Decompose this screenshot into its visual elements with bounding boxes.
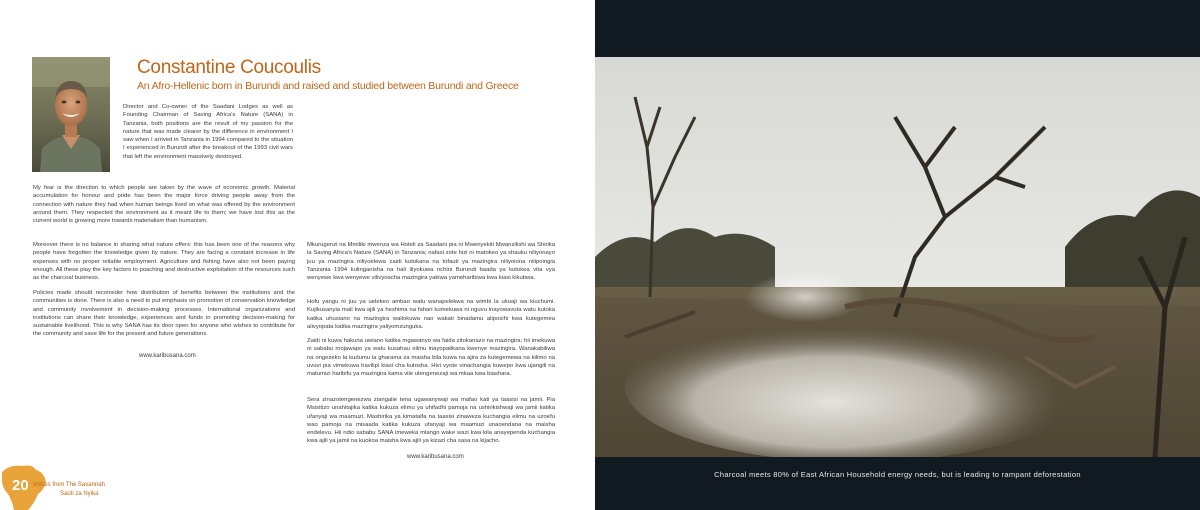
footer-subtitle: Sauti za Nyika xyxy=(60,491,99,497)
page-number: 20 xyxy=(12,477,29,494)
english-paragraph-3: Policies made should reconsider how distribution of benefits between the institutions and the communities is done. There is also a need to put emphasis on promotion of conservation knowledge and community involvement in decision-making processes. International organizations and institutions can share their knowledge, experiences and funds in promoting decision-making for sustainable livelihood. This is why SANA has its door open for anyone who wishes to contribute for the community and save life for the present and future generations. xyxy=(33,290,295,338)
right-page xyxy=(595,0,1200,510)
profile-name: Constantine Coucoulis xyxy=(137,57,321,78)
swahili-paragraph-1: Mkurugenzi na Mmiliki mwenza wa Hoteli za Saadani pia ni Mwenyekiti Mwanzilishi wa Shirika la Saving Africa's Nature (SANA) in Tanzania; nafasi zote hizi ni matokeo ya shauku niliyonayo juu ya mazingira niliyoelewa zaidi kutokana na tofauti ya mazingira niliyoiona nilipoingia Tanzania 1994 kulinganisha na hali iliyokuwa nchini Burundi baada ya kutokea vita vya wenyewe kwa wenyewe vilivyoacha mazingira yakiwa yameharibiwa kwa kiasi kikubwa. xyxy=(307,242,555,282)
intro-paragraph: Director and Co-owner of the Saadani Lodges as well as Founding Chairman of Saving Africa's Nature (SANA) in Tanzania, both positions are the result of my passion for the nature that was made clearer by the difference in environment I saw when I arrived in Tanzania in 1994 compared to the situation I experienced in Burundi after the breakout of the 1993 civil wars that left the environment massively destroyed. xyxy=(123,104,293,160)
english-paragraph-2: Moreover there is no balance in sharing what nature offers: this has been one of the reasons why people have forgotten the knowledge given by nature. They are facing a constant increase in life expenses with no proper reliable employment. Agriculture and fishing have also not been paying enough. All these play the key factors to poaching and destructive exploitation of the resources such as the charcoal business. xyxy=(33,242,295,282)
swahili-paragraph-2: Hofu yangu ni juu ya uelekeo ambao watu wanapelekwa na wimbi la ukuaji wa kiuchumi. Kujikusanyia mali kwa ajili ya heshima na fahari kumekuwa ni nguvu inayowavuta watu kutoka katika uhusiano na mazingira waliokuwa nao wakati binadamu aliposihi kwa kutegemea alivyopata katika mazingira yaliyomzunguka. xyxy=(307,299,555,330)
portrait-photo xyxy=(32,57,110,172)
footer-title: Voices from The Savannah xyxy=(33,482,105,488)
english-paragraph-1: My fear is the direction to which people are taken by the wave of economic growth. Material accumulation for honour and pride has been the major force driving people away from the connection with nature they had when human beings lived on what was offered by the environment around them. They respected the environment as it meant life to them; we have lost this as the current world is growing more towards materialism than humanism. xyxy=(33,185,295,225)
swahili-url: www.karibusana.com xyxy=(407,454,464,460)
profile-subtitle: An Afro-Hellenic born in Burundi and raised and studied between Burundi and Greece xyxy=(137,80,519,92)
swahili-paragraph-3: Zaidi ni kuwa hakuna uwiano katika mgawanyo wa faida zitokanazo na mazingira; hii imekuwa ni sababu mojawapo ya watu kusahau elimu inayopatikana kwenye mazingira. Wanakabiliwa na ongezeko la kudumu la gharama za maisha bila kuwa na ajira za kutegemewa na kilimo na uvuvi pia vimekuwa havilipi kiasi cha kutosha. Hivi vyote vinachangia kuwepo kwa ujangili na matumizi haribifu ya mazingira kama vile utengenezaji wa mkaa kwa biashara. xyxy=(307,338,555,378)
left-page xyxy=(0,0,595,510)
english-url: www.karibusana.com xyxy=(139,353,196,359)
photo-caption: Charcoal meets 80% of East African Household energy needs, but is leading to rampant deforestation xyxy=(714,470,1081,479)
swahili-paragraph-4: Sera zinazotengenezwa ziangalie tena ugawanywaji wa mafao kati ya taasisi na jamii. Pia Msisitizo unahitajika katika kukuza elimu ya uhifadhi pamoja na ushirikishwaji wa jamii katika ufanyaji wa maamuzi. Mashirika ya kimataifa na taasisi zinaweza kuchangia elimu na uzoefu wao pamoja na misaada katika kukuza ufanyaji wa maamuzi unaoendana na maisha endelevu. Hii ndio sababu SANA imeweka mlango wake wazi kwa kila anayependa kuchangia kwa ajili ya jamii na kuokoa maisha kwa ajili ya kizazi cha sasa na kijacho. xyxy=(307,397,555,445)
charcoal-landscape-photo xyxy=(595,57,1200,457)
